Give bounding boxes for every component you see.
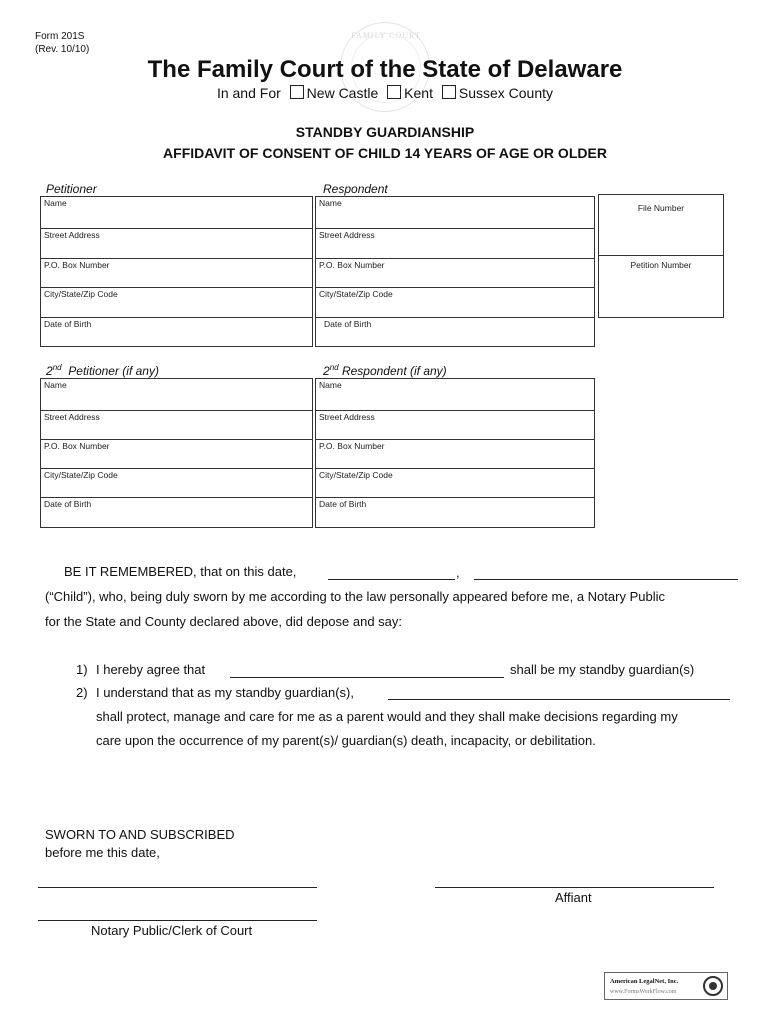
county-label-sussex: Sussex County bbox=[458, 85, 554, 101]
heading-text: Petitioner (if any) bbox=[68, 364, 159, 378]
american-legalnet-logo bbox=[604, 972, 728, 1000]
field-label: Street Address bbox=[319, 230, 375, 240]
second-petitioner-pobox-field[interactable] bbox=[40, 439, 313, 468]
field-label: Date of Birth bbox=[44, 319, 92, 329]
field-label: City/State/Zip Code bbox=[44, 470, 118, 480]
ordinal-suffix: nd bbox=[329, 363, 339, 372]
second-respondent-dob-field[interactable] bbox=[315, 497, 595, 527]
respondent-heading: Respondent bbox=[323, 182, 388, 196]
state-county-text: for the State and County declared above, did depose and say: bbox=[45, 614, 403, 629]
guardian-name-blank-1[interactable] bbox=[230, 677, 504, 678]
second-petitioner-street-field[interactable] bbox=[40, 410, 313, 439]
form-number: Form 201S bbox=[35, 31, 85, 42]
county-label-kent: Kent bbox=[404, 85, 433, 101]
company-name: American LegalNet, Inc. bbox=[610, 978, 679, 985]
field-label: Name bbox=[44, 198, 67, 208]
remembered-text: BE IT REMEMBERED, that on this date, bbox=[64, 564, 297, 579]
court-title: The Family Court of the State of Delaware bbox=[147, 56, 623, 83]
petition-number-field[interactable] bbox=[599, 256, 723, 317]
child-name-blank[interactable] bbox=[474, 579, 738, 580]
petitioner-fields bbox=[40, 196, 313, 347]
field-label: Name bbox=[319, 198, 342, 208]
respondent-dob-field[interactable] bbox=[315, 317, 595, 346]
petitioner-city-field[interactable] bbox=[40, 287, 313, 317]
second-respondent-city-field[interactable] bbox=[315, 468, 595, 497]
petitioner-name-field[interactable] bbox=[40, 196, 313, 228]
affiant-label: Affiant bbox=[555, 890, 592, 905]
notary-signature-line[interactable] bbox=[38, 920, 317, 921]
field-label: P.O. Box Number bbox=[44, 441, 110, 451]
company-website: www.FormsWorkFlow.com bbox=[610, 989, 677, 995]
field-label: P.O. Box Number bbox=[319, 441, 385, 451]
second-respondent-fields bbox=[315, 378, 595, 528]
respondent-city-field[interactable] bbox=[315, 287, 595, 317]
respondent-pobox-field[interactable] bbox=[315, 258, 595, 287]
field-label: City/State/Zip Code bbox=[44, 289, 118, 299]
item-1-text: I hereby agree that bbox=[96, 662, 206, 677]
form-subtitle: AFFIDAVIT OF CONSENT OF CHILD 14 YEARS OF AGE OR OLDER bbox=[163, 145, 607, 161]
second-petitioner-dob-field[interactable] bbox=[40, 497, 313, 527]
second-respondent-name-field[interactable] bbox=[315, 378, 595, 410]
county-label-new-castle: New Castle bbox=[306, 85, 379, 101]
checkbox-new-castle[interactable] bbox=[290, 85, 304, 99]
in-and-for-label: In and For bbox=[216, 85, 281, 101]
petition-number-label: Petition Number bbox=[630, 260, 692, 270]
guardian-name-blank-2[interactable] bbox=[388, 699, 730, 700]
field-label: City/State/Zip Code bbox=[319, 470, 393, 480]
child-sworn-text: (“Child”), who, being duly sworn by me according to the law personally appeared before me, a Notary Public bbox=[45, 589, 665, 604]
field-label: Street Address bbox=[319, 412, 375, 422]
county-selector bbox=[0, 85, 770, 101]
second-petitioner-heading bbox=[46, 363, 159, 378]
checkbox-kent[interactable] bbox=[387, 85, 401, 99]
field-label: Name bbox=[44, 380, 67, 390]
file-number-label: File Number bbox=[637, 203, 685, 213]
petitioner-heading: Petitioner bbox=[46, 182, 97, 196]
second-petitioner-city-field[interactable] bbox=[40, 468, 313, 497]
item-2-text: I understand that as my standby guardian(s), bbox=[96, 685, 354, 700]
item-2-line-3: care upon the occurrence of my parent(s)/ guardian(s) death, incapacity, or debilitation. bbox=[96, 733, 596, 748]
item-2-line-2: shall protect, manage and care for me as a parent would and they shall make decisions regarding my bbox=[96, 709, 678, 724]
item-1-number: 1) bbox=[76, 662, 88, 677]
field-label: P.O. Box Number bbox=[319, 260, 385, 270]
ordinal-suffix: nd bbox=[52, 363, 62, 372]
notary-label: Notary Public/Clerk of Court bbox=[91, 923, 253, 938]
second-petitioner-fields bbox=[40, 378, 313, 528]
petitioner-street-field[interactable] bbox=[40, 228, 313, 258]
field-label: P.O. Box Number bbox=[44, 260, 110, 270]
affiant-signature-line[interactable] bbox=[435, 887, 714, 888]
second-respondent-heading bbox=[323, 363, 447, 378]
form-identifier bbox=[35, 30, 89, 56]
date-comma: , bbox=[456, 565, 460, 580]
petitioner-dob-field[interactable] bbox=[40, 317, 313, 346]
file-number-field[interactable] bbox=[599, 195, 723, 256]
respondent-fields bbox=[315, 196, 595, 347]
form-title: STANDBY GUARDIANSHIP bbox=[295, 124, 475, 140]
item-2-number: 2) bbox=[76, 685, 88, 700]
file-number-box bbox=[598, 194, 724, 318]
field-label: Date of Birth bbox=[44, 499, 92, 509]
respondent-street-field[interactable] bbox=[315, 228, 595, 258]
seal-text: FAMILY COURT bbox=[351, 31, 421, 40]
sworn-date-text: before me this date, bbox=[45, 845, 160, 860]
sworn-text: SWORN TO AND SUBSCRIBED bbox=[45, 827, 235, 842]
ordinal: 2 bbox=[46, 364, 53, 378]
field-label: Street Address bbox=[44, 230, 100, 240]
legalnet-logo-icon bbox=[703, 976, 723, 996]
field-label: Street Address bbox=[44, 412, 100, 422]
petitioner-pobox-field[interactable] bbox=[40, 258, 313, 287]
date-blank[interactable] bbox=[328, 579, 455, 580]
field-label: Date of Birth bbox=[319, 499, 367, 509]
field-label: City/State/Zip Code bbox=[319, 289, 393, 299]
heading-text: Respondent (if any) bbox=[341, 364, 447, 378]
field-label: Date of Birth bbox=[324, 319, 372, 329]
ordinal: 2 bbox=[323, 364, 330, 378]
second-respondent-pobox-field[interactable] bbox=[315, 439, 595, 468]
second-respondent-street-field[interactable] bbox=[315, 410, 595, 439]
notary-date-line[interactable] bbox=[38, 887, 317, 888]
second-petitioner-name-field[interactable] bbox=[40, 378, 313, 410]
checkbox-sussex[interactable] bbox=[442, 85, 456, 99]
form-revision: (Rev. 10/10) bbox=[35, 44, 90, 55]
respondent-name-field[interactable] bbox=[315, 196, 595, 228]
item-1-text-end: shall be my standby guardian(s) bbox=[510, 662, 695, 677]
field-label: Name bbox=[319, 380, 342, 390]
